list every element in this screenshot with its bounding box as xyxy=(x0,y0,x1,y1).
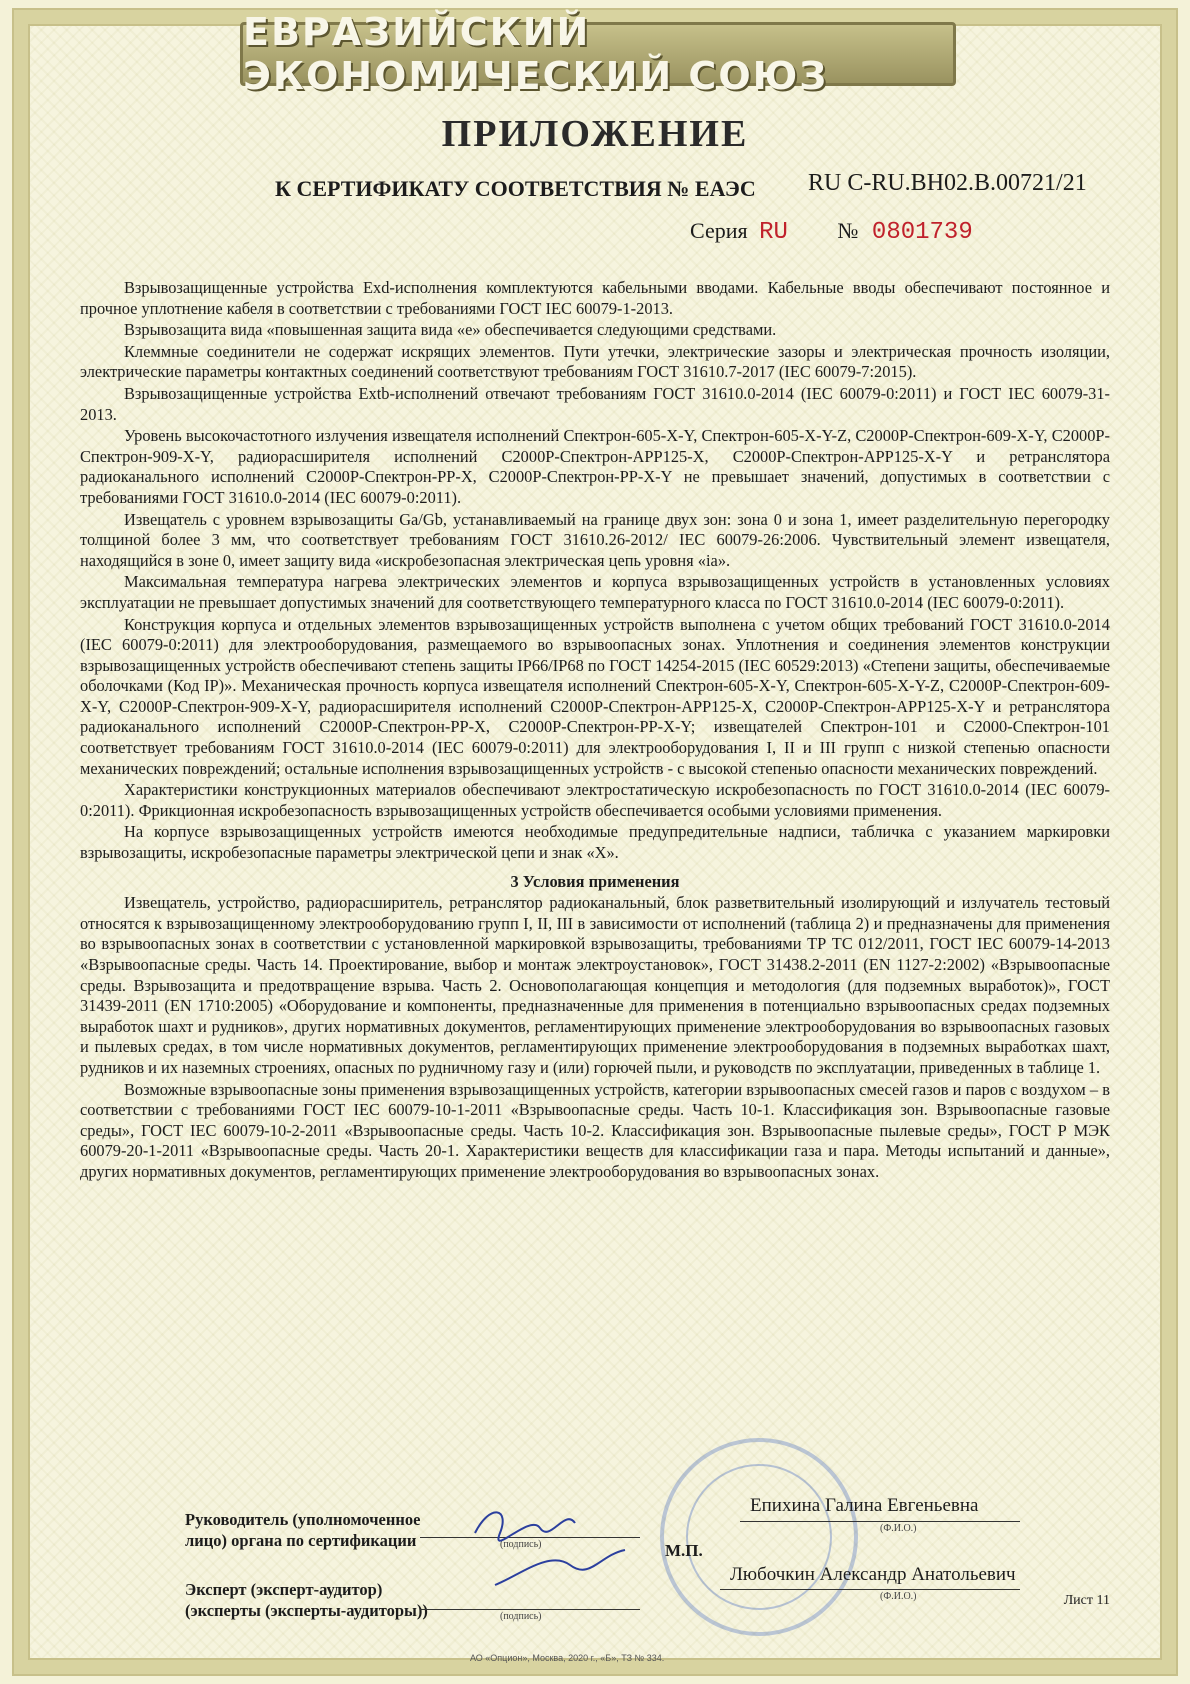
blank-number: 0801739 xyxy=(871,219,973,246)
paragraph: Извещатель с уровнем взрывозащиты Ga/Gb, устанавливаемый на границе двух зон: зона 0 и зона 1, имеет разделительную перегородку толщиной более 3 мм, что соответствует требованиям ГОСТ 31610.26-2012/ IEC 60079-26:2006. Чувствительный элемент извещателя, находящийся в зоне 0, имеет защиту вида «искробезопасная электрическая цепь уровня «ia». xyxy=(80,509,1110,570)
head-label xyxy=(185,1509,420,1551)
sheet-number: Лист 11 xyxy=(1063,1593,1110,1608)
paragraph: Клеммные соединители не содержат искрящих элементов. Пути утечки, электрические зазоры и электрическая прочность изоляции, электрические параметры контактных соединений соответствуют требованиям ГОСТ 31610.7-2017 (IEC 60079-7:2015). xyxy=(80,341,1110,382)
paragraph: Возможные взрывоопасные зоны применения взрывозащищенных устройств, категории взрывоопасных смесей газов и паров с воздухом – в соответствии с требованиями ГОСТ IEC 60079-10-1-2011 «Взрывоопасные среды. Часть 10-1. Классификация зон. Взрывоопасные газовые среды», ГОСТ IEC 60079-10-2-2011 «Взрывоопасные среды. Часть 10-2. Классификация зон. Взрывоопасные пылевые среды», ГОСТ Р МЭК 60079-20-1-2011 «Взрывоопасные среды. Часть 20-1. Характеристики веществ для классификации газа и пара. Методы испытаний и данные», других нормативных документов, регламентирующих применение электрооборудования во взрывоопасных зонах. xyxy=(80,1079,1110,1181)
union-banner xyxy=(240,10,956,98)
series-line xyxy=(690,218,973,246)
fio-caption: (Ф.И.О.) xyxy=(880,1591,917,1602)
paragraph: Конструкция корпуса и отдельных элементов взрывозащищенных устройств выполнена с учетом общих требований ГОСТ 31610.0-2014 (IEC 60079-0:2011) для электрооборудования, размещаемого во взрывоопасных зонах. Уплотнения и соединения элементов конструкции взрывозащищенных устройств обеспечивают степень защиты IP66/IP68 по ГОСТ 14254-2015 (IEC 60529:2013) «Степени защиты, обеспечиваемые оболочками (Код IP)». Механическая прочность корпуса извещателя исполнений Спектрон-605-X-Y, Спектрон-605-X-Y-Z, С2000Р-Спектрон-609-X-Y, С2000Р-Спектрон-909-X-Y, радиорасширителя исполнений С2000Р-Спектрон-АРР125-Х, С2000Р-Спектрон-АРР125-X-Y и ретранслятора радиоканального исполнений С2000Р-Спектрон-РР-Х, С2000Р-Спектрон-РР-Х-Y; извещателей Спектрон-101 и С2000-Спектрон-101 соответствует требованиям ГОСТ 31610.0-2014 (IEC 60079-0:2011) для электрооборудования I, II и III групп с низкой степенью опасности механических повреждений; остальные исполнения взрывозащищенных устройств - с высокой степенью опасности механических повреждений. xyxy=(80,614,1110,778)
expert-label-line: Эксперт (эксперт-аудитор) xyxy=(185,1580,383,1599)
signature-line xyxy=(420,1609,640,1610)
paragraph: Уровень высокочастотного излучения извещателя исполнений Спектрон-605-X-Y, Спектрон-605-X-Y-Z, С2000Р-Спектрон-609-X-Y, С2000Р-Спектрон-909-X-Y, радиорасширителя исполнений С2000Р-Спектрон-АРР125-Х, С2000Р-Спектрон-АРР125-X-Y и ретранслятора радиоканального исполнений С2000Р-Спектрон-РР-Х, С2000Р-Спектрон-РР-Х-Y не превышает значений, допустимых в соответствии с требованиями ГОСТ 31610.0-2014 (IEC 60079-0:2011). xyxy=(80,426,1110,507)
page-title: ПРИЛОЖЕНИЕ xyxy=(441,113,749,155)
name-line xyxy=(740,1521,1020,1522)
signature-caption: (подпись) xyxy=(500,1611,542,1622)
name-line xyxy=(720,1589,1020,1590)
stamp-label: М.П. xyxy=(665,1541,703,1560)
fio-caption: (Ф.И.О.) xyxy=(880,1523,917,1534)
certificate-number: RU C-RU.BH02.B.00721/21 xyxy=(808,170,1087,196)
printer-imprint: АО «Опцион», Москва, 2020 г., «Б», ТЗ № 334. xyxy=(470,1653,665,1663)
section-title: 3 Условия применения xyxy=(510,871,680,891)
paragraph: Взрывозащита вида «повышенная защита вида «е» обеспечивается следующими средствами. xyxy=(124,320,777,340)
head-label-line: лицо) органа по сертификации xyxy=(185,1531,417,1550)
expert-label-line: (эксперты (эксперты-аудиторы)) xyxy=(185,1601,428,1620)
series-label: Серия xyxy=(690,218,748,243)
certificate-label: К СЕРТИФИКАТУ СООТВЕТСТВИЯ № ЕАЭС xyxy=(275,176,756,201)
paragraph: Характеристики конструкционных материалов обеспечивают электростатическую искробезопасность по ГОСТ 31610.0-2014 (IEC 60079-0:2011). Фрикционная искробезопасность взрывозащищенных устройств обеспечивается особыми условиями применения. xyxy=(80,780,1110,820)
expert-label xyxy=(185,1579,428,1621)
head-name: Епихина Галина Евгеньевна xyxy=(750,1495,979,1516)
expert-signature xyxy=(490,1545,630,1595)
paragraph: Максимальная температура нагрева электрических элементов и корпуса взрывозащищенных устройств в установленных условиях эксплуатации не превышает допустимых значений для соответствующего температурного класса по ГОСТ 31610.0-2014 (IEC 60079-0:2011). xyxy=(80,572,1110,612)
signature-caption: (подпись) xyxy=(500,1539,542,1550)
signature-block xyxy=(80,1495,1110,1625)
head-label-line: Руководитель (уполномоченное xyxy=(185,1510,421,1529)
union-name: ЕВРАЗИЙСКИЙ ЭКОНОМИЧЕСКИЙ СОЮЗ xyxy=(243,10,829,98)
series-value: RU xyxy=(759,219,788,246)
expert-name: Любочкин Александр Анатольевич xyxy=(730,1564,1016,1585)
head-signature xyxy=(470,1503,580,1543)
paragraph: Взрывозащищенные устройства Exd-исполнения комплектуются кабельными вводами. Кабельные вводы обеспечивают постоянное и прочное уплотнение кабеля в соответствии с требованиями ГОСТ IEC 60079-1-2013. xyxy=(80,278,1110,318)
document-body xyxy=(80,278,1110,1184)
paragraph: Извещатель, устройство, радиорасширитель, ретранслятор радиоканальный, блок разветвительный изолирующий и излучатель тестовый относятся к взрывозащищенному электрооборудованию групп I, II, III в зависимости от исполнений (таблица 2) и предназначены для применения во взрывоопасных зонах в соответствии с установленной маркировкой взрывозащиты, требованиями ТР ТС 012/2011, ГОСТ IEC 60079-14-2013 «Взрывоопасные среды. Часть 14. Проектирование, выбор и монтаж электроустановок», ГОСТ 31438.2-2011 (EN 1127-2:2002) «Взрывоопасные среды. Взрывозащита и предотвращение взрыва. Часть 2. Основополагающая концепция и методология (для подземных выработок)», ГОСТ 31439-2011 (EN 1710:2005) «Оборудование и компоненты, предназначенные для применения в потенциально взрывоопасных средах подземных выработок шахт и рудников», других нормативных документов, регламентирующих применение электрооборудования во взрывоопасных газовых и пылевых средах, в том числе нормативных документов, регламентирующих применение электрооборудования в подземных выработках шахт, рудников и их наземных строениях, опасных по рудничному газу и (или) горючей пыли, и руководств по эксплуатации, приведенных в таблице 1. xyxy=(80,893,1110,1077)
paragraph: На корпусе взрывозащищенных устройств имеются необходимые предупредительные надписи, табличка с указанием маркировки взрывозащиты, искробезопасные параметры электрической цепи и знак «Х». xyxy=(80,822,1110,863)
number-label: № xyxy=(837,218,859,243)
paragraph: Взрывозащищенные устройства Extb-исполнений отвечают требованиям ГОСТ 31610.0-2014 (IEC 60079-0:2011) и ГОСТ IEC 60079-31-2013. xyxy=(80,383,1110,424)
